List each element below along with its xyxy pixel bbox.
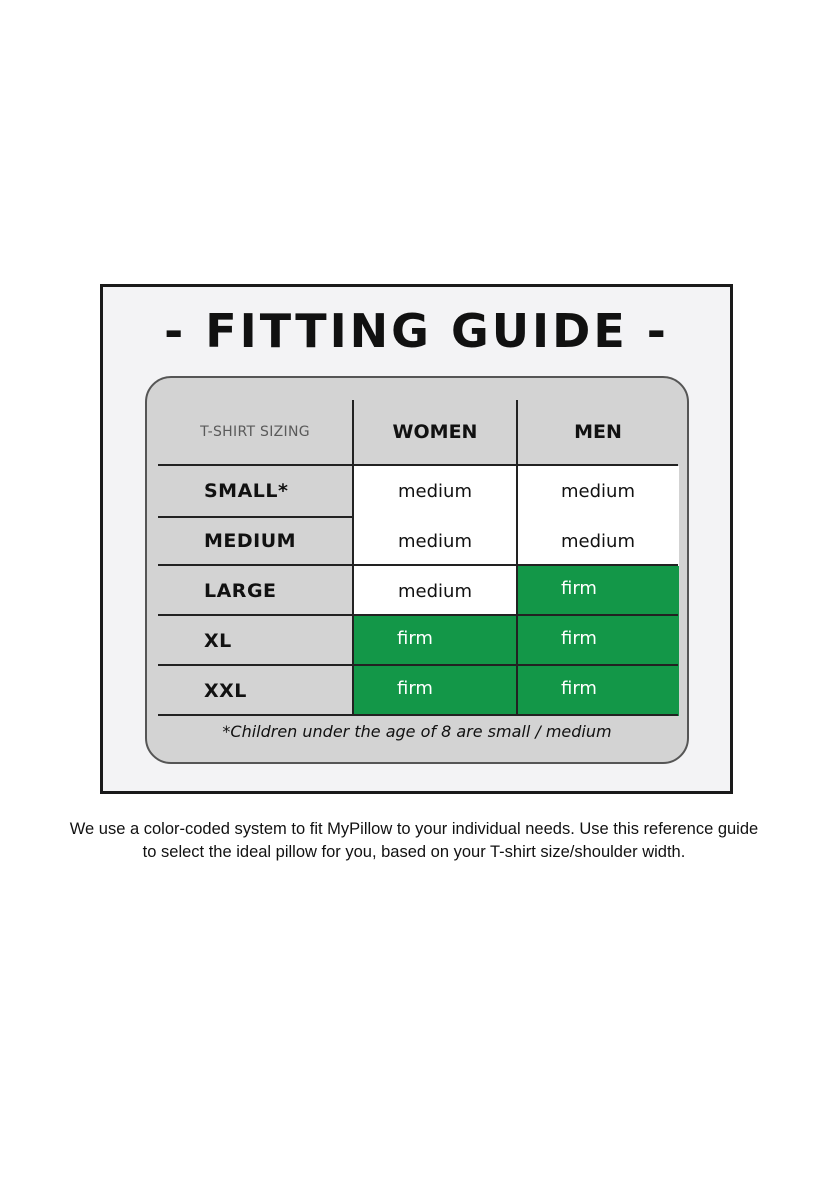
description-line: to select the ideal pillow for you, based on your T-shirt size/shoulder width. — [142, 843, 686, 861]
table-row-large — [158, 566, 678, 616]
table-row-small — [158, 466, 678, 516]
men-cell: firm — [517, 666, 679, 716]
men-cell: firm — [517, 566, 679, 616]
men-cell: firm — [517, 616, 679, 666]
size-label: XL — [204, 630, 232, 652]
row-divider — [158, 714, 678, 716]
fitting-guide-frame — [100, 284, 733, 794]
table-row-xl — [158, 616, 678, 666]
women-cell: medium — [353, 516, 517, 566]
table-row-xxl — [158, 666, 678, 716]
column-divider — [352, 464, 354, 716]
size-label: MEDIUM — [204, 530, 297, 552]
size-label: LARGE — [204, 580, 277, 602]
women-cell: medium — [353, 566, 517, 616]
size-label: XXL — [204, 680, 247, 702]
description-text — [30, 818, 798, 864]
column-divider — [516, 464, 518, 716]
men-cell: medium — [517, 466, 679, 516]
header-men: MEN — [574, 421, 622, 443]
guide-title: - FITTING GUIDE - — [164, 304, 669, 358]
women-cell: medium — [353, 466, 517, 516]
size-label: SMALL* — [204, 480, 289, 502]
table-row-medium — [158, 516, 678, 566]
description-line: We use a color-coded system to fit MyPillow to your individual needs. Use this reference guide — [69, 820, 759, 838]
children-footnote: *Children under the age of 8 are small / medium — [222, 722, 612, 741]
women-cell: firm — [353, 616, 517, 666]
header-women: WOMEN — [392, 421, 478, 443]
table-header — [158, 400, 678, 464]
men-cell: medium — [517, 516, 679, 566]
sizing-grid — [158, 464, 678, 716]
women-cell: firm — [353, 666, 517, 716]
header-tshirt-sizing: T-SHIRT SIZING — [200, 424, 310, 440]
sizing-table-panel — [145, 376, 689, 764]
